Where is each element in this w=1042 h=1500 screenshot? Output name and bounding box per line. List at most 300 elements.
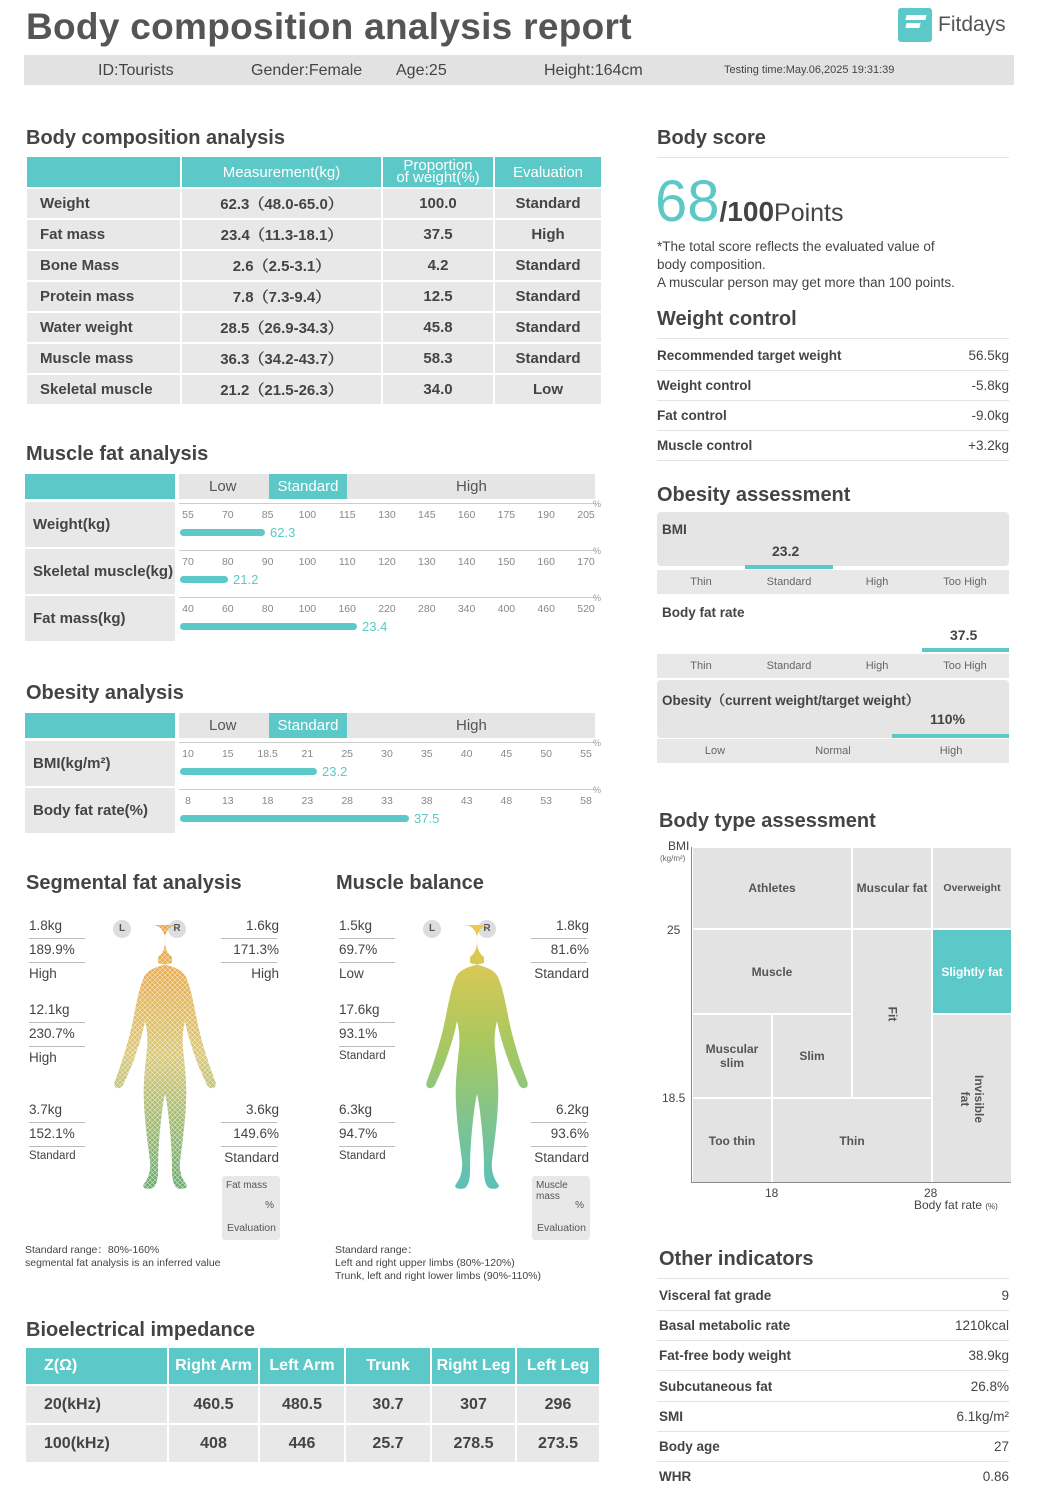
bca-eval: Low — [495, 375, 601, 404]
oi-label: Body age — [659, 1439, 720, 1454]
oa-bfr-cats: Thin Standard High Too High — [657, 654, 1009, 678]
segmental-fat-title: Segmental fat analysis — [26, 872, 242, 894]
segmental-trunk-pct: 230.7% — [29, 1026, 75, 1041]
bca-measure: 23.4（11.3-18.1） — [182, 220, 381, 249]
ob-tick: 53 — [540, 795, 553, 807]
bt-x-tick-18: 18 — [765, 1186, 779, 1200]
muscle_balance-trunk-pct: 93.1% — [339, 1026, 378, 1041]
brand-logo — [898, 8, 1006, 42]
wc-value: 56.5kg — [968, 348, 1009, 363]
bca-prop: 12.5 — [383, 282, 493, 311]
bca-prop: 45.8 — [383, 313, 493, 342]
bca-eval: Standard — [495, 344, 601, 373]
muscle_balance-trunk-divider — [339, 1022, 395, 1023]
body-type-title: Body type assessment — [659, 810, 876, 832]
mf-band-header — [179, 474, 595, 499]
mf-tick: 70 — [182, 556, 194, 568]
ob-tick: 33 — [381, 795, 393, 807]
bt-thin: Thin — [773, 1099, 931, 1182]
info-age: Age:25 — [396, 62, 447, 79]
mf-tick-line — [179, 503, 595, 504]
mf-tick: 110 — [338, 556, 356, 568]
muscle_balance-left-arm-pct: 69.7% — [339, 942, 378, 957]
mf-tick: 190 — [537, 509, 555, 521]
segmental-note-2: segmental fat analysis is an inferred value — [25, 1257, 221, 1269]
other-indicators-title: Other indicators — [659, 1248, 814, 1270]
mf-tick: 220 — [378, 603, 396, 615]
oi-label: Subcutaneous fat — [659, 1378, 773, 1394]
muscle_balance-legend-eval: Evaluation — [536, 1222, 586, 1234]
info-id: ID:Tourists — [98, 62, 174, 79]
info-testing-time: Testing time:May.06,2025 19:31:39 — [724, 64, 895, 76]
obesity-assessment-title: Obesity assessment — [657, 484, 851, 506]
muscle-balance-note-1: Standard range： — [335, 1244, 418, 1256]
info-bar — [24, 55, 1014, 85]
bt-x-axis — [691, 1182, 1011, 1183]
bt-overweight: Overweight — [933, 848, 1011, 928]
mf-row-label: Fat mass(kg) — [25, 596, 175, 641]
segmental-left-leg-mass: 3.7kg — [29, 1102, 63, 1117]
mf-band-high: High — [456, 478, 487, 495]
oa-bmi-label: BMI — [662, 522, 687, 537]
bia-cell: 296 — [517, 1386, 599, 1423]
mf-tick: 400 — [497, 603, 516, 615]
bia-cell: 278.5 — [432, 1425, 515, 1462]
bt-muscular-fat: Muscular fat — [853, 848, 931, 928]
oa-obesity-value: 110% — [930, 711, 966, 727]
oi-value: 1210kcal — [954, 1318, 1009, 1334]
wc-label: Recommended target weight — [657, 348, 842, 363]
mf-tick: 160 — [338, 603, 356, 615]
bia-cell: 307 — [432, 1386, 515, 1423]
muscle_balance-left_arm-divider — [339, 938, 395, 939]
mf-tick-line — [179, 597, 595, 598]
segmental-trunk-divider — [29, 1022, 85, 1023]
bca-row — [27, 282, 601, 311]
ob-tick-line — [179, 789, 595, 790]
oa-bfr-label: Body fat rate — [662, 605, 745, 620]
segmental-trunk-eval: High — [29, 1050, 57, 1065]
ob-band-low: Low — [209, 717, 237, 734]
bca-measure: 2.6（2.5-3.1） — [182, 251, 381, 280]
bca-prop: 37.5 — [383, 220, 493, 249]
segmental-right-arm-eval: High — [251, 966, 279, 981]
bca-row — [27, 220, 601, 249]
segmental-legend — [222, 1176, 280, 1240]
muscle_balance-right-arm-pct: 81.6% — [550, 942, 589, 957]
bca-header-eval: Evaluation — [495, 157, 601, 187]
bca-eval: Standard — [495, 189, 601, 218]
mf-tick: 150 — [497, 556, 516, 568]
brand-name: Fitdays — [938, 13, 1006, 36]
mf-tick: 160 — [537, 556, 555, 568]
muscle_balance-left-marker: L — [423, 920, 441, 938]
obesity-analysis-title: Obesity analysis — [26, 682, 184, 704]
segmental-left-arm-eval: High — [29, 966, 57, 981]
bia-header: Left Arm — [260, 1348, 344, 1384]
ob-band-high: High — [456, 717, 487, 734]
segmental-legend-eval: Evaluation — [226, 1222, 276, 1234]
mf-tick: 80 — [261, 603, 274, 615]
bt-x-tick-28: 28 — [924, 1186, 938, 1200]
ob-header-blank — [25, 713, 175, 738]
bia-cell: 30.7 — [346, 1386, 430, 1423]
mf-tick: 520 — [577, 603, 595, 615]
segmental-right-leg-pct: 149.6% — [233, 1126, 279, 1141]
oi-value: 26.8% — [970, 1378, 1009, 1394]
ob-pct-sign: % — [593, 738, 602, 748]
bca-eval: Standard — [495, 313, 601, 342]
ob-tick: 18.5 — [257, 748, 278, 760]
mf-tick: 100 — [298, 509, 317, 521]
mf-value-bar — [180, 576, 228, 583]
bca-table — [25, 155, 603, 406]
bia-title: Bioelectrical impedance — [26, 1319, 255, 1341]
muscle_balance-legend-mass: Muscle mass — [536, 1180, 568, 1202]
oa-obesity-marker — [892, 734, 1009, 738]
bca-row — [27, 375, 601, 404]
bca-prop: 34.0 — [383, 375, 493, 404]
score-unit: Points — [774, 199, 844, 227]
muscle_balance-right_arm-divider — [531, 938, 587, 939]
obesity-box — [657, 680, 1009, 738]
score-suffix: /100 — [719, 196, 775, 227]
bia-cell: 20(kHz) — [26, 1386, 167, 1423]
info-gender: Gender:Female — [251, 62, 363, 79]
mf-tick: 460 — [537, 603, 555, 615]
mf-value: 21.2 — [233, 572, 259, 587]
bca-measure: 36.3（34.2-43.7） — [182, 344, 381, 373]
bca-label: Protein mass — [27, 282, 180, 311]
bca-label: Fat mass — [27, 220, 180, 249]
mf-tick: 70 — [221, 509, 234, 521]
ob-value: 37.5 — [414, 811, 440, 826]
bca-label: Weight — [27, 189, 180, 218]
muscle_balance-left_arm-divider2 — [339, 962, 395, 963]
oi-value: 27 — [993, 1439, 1009, 1454]
bia-header: Left Leg — [517, 1348, 599, 1384]
mf-band-standard: Standard — [269, 474, 347, 499]
oa-bfr-value: 37.5 — [950, 627, 978, 643]
bia-table — [24, 1346, 601, 1464]
wc-value: -9.0kg — [971, 408, 1009, 423]
bca-label: Skeletal muscle — [27, 375, 180, 404]
bca-row — [27, 344, 601, 373]
bia-cell: 100(kHz) — [26, 1425, 167, 1462]
bt-y-tick-18: 18.5 — [662, 1091, 686, 1105]
muscle-fat-title: Muscle fat analysis — [26, 443, 209, 465]
mf-pct-sign: % — [593, 593, 602, 603]
bia-cell: 25.7 — [346, 1425, 430, 1462]
bca-header-measure: Measurement(kg) — [182, 157, 381, 187]
oi-label: Visceral fat grade — [659, 1288, 772, 1303]
muscle_balance-left_leg-divider — [339, 1122, 395, 1123]
muscle_balance-legend — [532, 1176, 590, 1240]
bia-header: Right Leg — [432, 1348, 515, 1384]
ob-tick: 55 — [580, 748, 592, 760]
wc-value: +3.2kg — [968, 438, 1009, 453]
mf-tick: 340 — [457, 603, 476, 615]
segmental-note-1: Standard range：80%-160% — [25, 1244, 160, 1256]
muscle_balance-left-leg-mass: 6.3kg — [339, 1102, 373, 1117]
oi-label: SMI — [659, 1408, 684, 1424]
oi-divider — [657, 1461, 1009, 1462]
body-score — [655, 168, 844, 235]
mf-pct-sign: % — [593, 499, 602, 509]
segmental-left_leg-divider — [29, 1122, 85, 1123]
bt-athletes: Athletes — [693, 848, 851, 928]
oi-value: 9 — [1001, 1288, 1009, 1303]
wc-label: Muscle control — [657, 438, 753, 453]
segmental-right_leg-divider2 — [221, 1146, 277, 1147]
muscle_balance-trunk-eval: Standard — [339, 1050, 386, 1062]
mf-tick: 205 — [577, 509, 595, 521]
muscle_balance-left_leg-divider2 — [339, 1146, 395, 1147]
segmental-legend-mass: Fat mass — [226, 1180, 268, 1191]
ob-value-bar — [180, 815, 409, 822]
muscle_balance-right-leg-eval: Standard — [534, 1150, 589, 1165]
mf-tick: 40 — [182, 603, 194, 615]
bca-measure: 62.3（48.0-65.0） — [182, 189, 381, 218]
muscle_balance-trunk-mass: 17.6kg — [339, 1002, 380, 1017]
mf-pct-sign: % — [593, 546, 602, 556]
segmental-left-arm-pct: 189.9% — [29, 942, 75, 957]
oi-divider — [657, 1340, 1009, 1341]
bca-row — [27, 251, 601, 280]
muscle-balance-title: Muscle balance — [336, 872, 484, 894]
muscle_balance-right-marker: R — [478, 920, 496, 938]
wc-label: Weight control — [657, 378, 752, 393]
bca-measure: 28.5（26.9-34.3） — [182, 313, 381, 342]
mf-value: 23.4 — [362, 619, 388, 634]
bca-eval: High — [495, 220, 601, 249]
mf-tick: 55 — [182, 509, 194, 521]
ob-tick: 8 — [185, 795, 191, 807]
ob-tick: 45 — [500, 748, 513, 760]
segmental-right_leg-divider — [221, 1122, 277, 1123]
bca-row — [27, 313, 601, 342]
segmental-trunk-mass: 12.1kg — [29, 1002, 70, 1017]
bca-prop: 100.0 — [383, 189, 493, 218]
ob-scale — [182, 748, 592, 760]
ob-tick: 30 — [381, 748, 393, 760]
wc-divider — [657, 400, 1009, 401]
mf-tick: 90 — [261, 556, 274, 568]
bia-header: Trunk — [346, 1348, 430, 1384]
mf-value-bar — [180, 623, 357, 630]
bca-label: Water weight — [27, 313, 180, 342]
segmental-right-arm-mass: 1.6kg — [245, 918, 279, 933]
bt-x-label: Body fat rate (%) — [914, 1198, 998, 1212]
oi-label: Basal metabolic rate — [659, 1318, 791, 1334]
muscle_balance-legend-pct: % — [575, 1200, 584, 1211]
ob-scale — [185, 795, 592, 807]
bt-fit: Fit — [853, 930, 931, 1097]
score-value: 68 — [655, 169, 720, 234]
ob-tick: 28 — [341, 795, 354, 807]
bca-prop: 4.2 — [383, 251, 493, 280]
body-score-title: Body score — [657, 127, 766, 149]
bca-label: Bone Mass — [27, 251, 180, 280]
bca-eval: Standard — [495, 251, 601, 280]
segmental-right_arm-divider — [221, 938, 277, 939]
info-height: Height:164cm — [544, 62, 643, 79]
ob-tick: 13 — [221, 795, 234, 807]
muscle_balance-right-leg-mass: 6.2kg — [555, 1102, 589, 1117]
oa-bfr-marker — [922, 648, 1009, 652]
bia-row — [26, 1425, 599, 1462]
bca-row — [27, 189, 601, 218]
bt-y-axis — [691, 847, 692, 1183]
oi-value: 0.86 — [982, 1469, 1009, 1485]
mf-header-blank — [25, 474, 175, 499]
wc-divider — [657, 460, 1009, 461]
mf-tick: 160 — [457, 509, 476, 521]
fat-body-figure — [80, 920, 225, 1225]
segmental-right_arm-divider2 — [221, 962, 277, 963]
bia-header: Z(Ω) — [26, 1348, 167, 1384]
ob-value: 23.2 — [322, 764, 348, 779]
ob-tick: 43 — [460, 795, 473, 807]
bt-invisible-fat: Invisible fat — [933, 1015, 1011, 1182]
segmental-left-leg-eval: Standard — [29, 1150, 76, 1162]
mf-tick: 145 — [418, 509, 436, 521]
muscle_balance-left-arm-eval: Low — [339, 966, 364, 981]
bca-measure: 21.2（21.5-26.3） — [182, 375, 381, 404]
oi-divider — [657, 1431, 1009, 1432]
wc-divider — [657, 370, 1009, 371]
bt-y-tick-25: 25 — [667, 923, 681, 937]
bt-slim: Slim — [773, 1015, 851, 1097]
bt-y-label: BMI — [668, 839, 690, 853]
muscle-body-figure — [392, 920, 537, 1225]
muscle_balance-left-leg-eval: Standard — [339, 1150, 386, 1162]
bia-row — [26, 1386, 599, 1423]
oa-bmi-value: 23.2 — [772, 543, 800, 559]
mf-tick: 115 — [338, 509, 356, 521]
oa-bmi-marker — [745, 565, 833, 569]
muscle_balance-right-leg-pct: 93.6% — [550, 1126, 589, 1141]
ob-tick: 50 — [540, 748, 553, 760]
bia-cell: 446 — [260, 1425, 344, 1462]
mf-row-label: Skeletal muscle(kg) — [25, 549, 175, 594]
muscle_balance-right_leg-divider — [531, 1122, 587, 1123]
fitdays-logo-icon — [898, 8, 932, 42]
ob-tick: 48 — [500, 795, 513, 807]
oi-label: Fat-free body weight — [659, 1348, 792, 1364]
segmental-trunk-divider2 — [29, 1046, 85, 1047]
mf-tick: 280 — [418, 603, 436, 615]
bt-y-unit: (kg/m²) — [660, 854, 686, 863]
segmental-left_leg-divider2 — [29, 1146, 85, 1147]
ob-tick: 40 — [460, 748, 473, 760]
bia-cell: 460.5 — [169, 1386, 258, 1423]
mf-scale — [182, 509, 595, 521]
ob-tick: 25 — [341, 748, 354, 760]
ob-row-label: Body fat rate(%) — [25, 788, 175, 833]
bt-slightly-fat: Slightly fat — [933, 930, 1011, 1013]
ob-tick: 38 — [420, 795, 433, 807]
segmental-left_arm-divider — [29, 938, 85, 939]
oi-divider — [657, 1310, 1009, 1311]
segmental-right-leg-eval: Standard — [224, 1150, 279, 1165]
segmental-right-leg-mass: 3.6kg — [245, 1102, 279, 1117]
score-note: *The total score reflects the evaluated value of body composition. A muscular person may get more than 100 points. — [657, 239, 955, 290]
oa-obesity-label: Obesity（current weight/target weight） — [662, 693, 920, 708]
mf-tick: 100 — [298, 556, 317, 568]
mf-scale — [182, 556, 595, 568]
wc-value: -5.8kg — [971, 378, 1009, 393]
mf-tick: 100 — [298, 603, 317, 615]
mf-tick: 170 — [577, 556, 595, 568]
muscle_balance-left-leg-pct: 94.7% — [339, 1126, 378, 1141]
bia-header: Right Arm — [169, 1348, 258, 1384]
mf-tick: 85 — [261, 509, 274, 521]
oi-value: 6.1kg/m² — [956, 1408, 1009, 1424]
bca-label: Muscle mass — [27, 344, 180, 373]
mf-tick: 140 — [457, 556, 476, 568]
segmental-left-marker: L — [113, 920, 131, 938]
ob-pct-sign: % — [593, 785, 602, 795]
oa-obesity-cats: Low Normal High — [657, 739, 1009, 763]
bt-too-thin: Too thin — [693, 1099, 771, 1182]
ob-band-header — [179, 713, 595, 738]
ob-tick: 10 — [182, 748, 194, 760]
muscle_balance-trunk-divider2 — [339, 1046, 395, 1047]
ob-band-standard: Standard — [269, 713, 347, 738]
bca-header-blank — [27, 157, 180, 187]
bca-title: Body composition analysis — [26, 127, 285, 149]
oa-bmi-cats: Thin Standard High Too High — [657, 570, 1009, 594]
bca-header-prop: Proportion of weight(%) — [383, 157, 493, 187]
segmental-legend-pct: % — [265, 1200, 274, 1211]
segmental-left-leg-pct: 152.1% — [29, 1126, 75, 1141]
muscle-balance-note-2: Left and right upper limbs (80%-120%) — [335, 1257, 515, 1269]
bt-muscular-slim: Muscular slim — [693, 1015, 771, 1097]
ob-tick: 35 — [420, 748, 433, 760]
muscle_balance-left-arm-mass: 1.5kg — [339, 918, 373, 933]
ob-tick: 58 — [580, 795, 592, 807]
oi-label: WHR — [659, 1469, 692, 1485]
muscle_balance-right-arm-mass: 1.8kg — [555, 918, 589, 933]
ob-row-label: BMI(kg/m²) — [25, 741, 175, 786]
mf-tick: 80 — [221, 556, 234, 568]
bca-measure: 7.8（7.3-9.4） — [182, 282, 381, 311]
bia-cell: 273.5 — [517, 1425, 599, 1462]
oi-divider — [657, 1370, 1009, 1371]
muscle_balance-right_leg-divider2 — [531, 1146, 587, 1147]
wc-divider — [657, 430, 1009, 431]
muscle_balance-right-arm-eval: Standard — [534, 966, 589, 981]
segmental-left_arm-divider2 — [29, 962, 85, 963]
mf-scale — [182, 603, 595, 615]
mf-tick: 60 — [221, 603, 234, 615]
weight-control-title: Weight control — [657, 308, 797, 330]
bt-muscle: Muscle — [693, 930, 851, 1013]
ob-tick: 15 — [221, 748, 234, 760]
ob-tick: 23 — [301, 795, 314, 807]
mf-tick: 120 — [378, 556, 396, 568]
report-title: Body composition analysis report — [26, 6, 632, 47]
mf-band-low: Low — [209, 478, 237, 495]
segmental-right-arm-pct: 171.3% — [233, 942, 279, 957]
ob-tick: 21 — [301, 748, 314, 760]
oi-divider — [657, 1401, 1009, 1402]
ob-tick-line — [179, 742, 595, 743]
bmi-box — [657, 512, 1009, 566]
bia-cell: 408 — [169, 1425, 258, 1462]
muscle_balance-right_arm-divider2 — [531, 962, 587, 963]
